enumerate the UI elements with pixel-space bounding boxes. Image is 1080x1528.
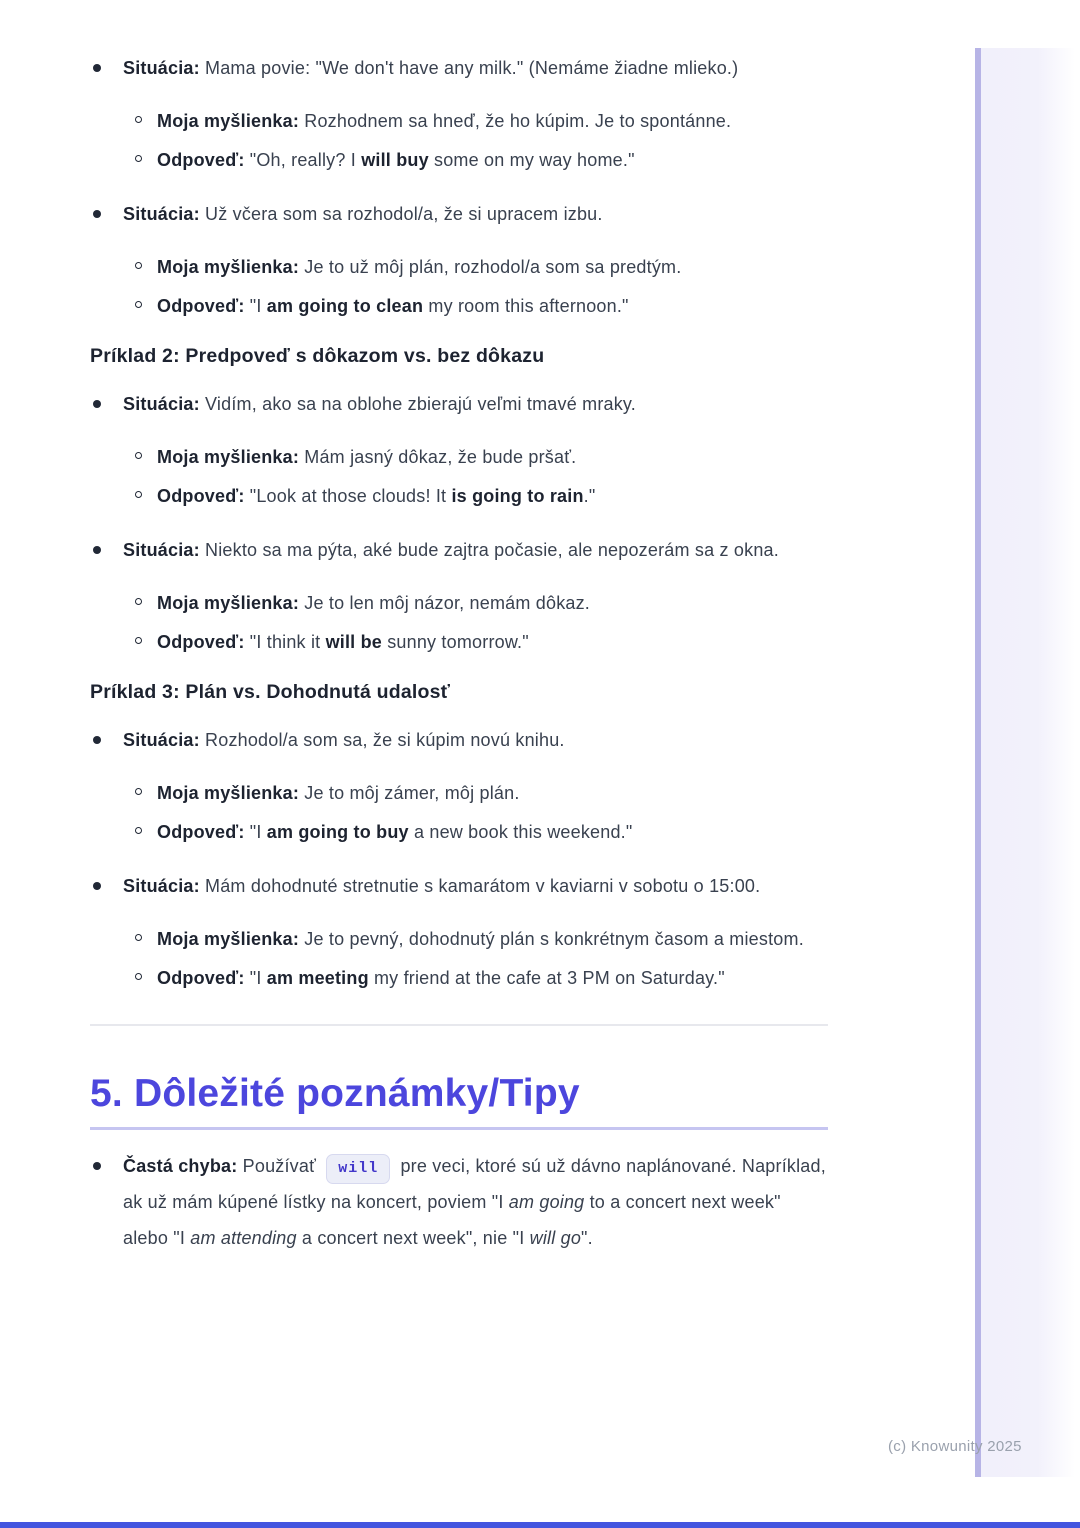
bold-text-run: Odpoveď: <box>157 296 245 316</box>
bold-text-run: am going to clean <box>266 296 424 316</box>
list-item <box>90 532 828 660</box>
bold-text-run: Situácia: <box>123 58 200 78</box>
list-item <box>90 868 828 996</box>
sub-list-item <box>123 960 828 996</box>
bold-text-run: is going to rain <box>451 486 584 506</box>
bold-text-run: am going to buy <box>266 822 409 842</box>
sub-list-item <box>123 775 828 811</box>
bold-text-run: Moja myšlienka: <box>157 593 300 613</box>
text-run: Mama povie: "We don't have any milk." (Nemáme žiadne mlieko.) <box>199 58 739 78</box>
sub-list-item <box>123 142 828 178</box>
bullet-list <box>90 722 828 996</box>
bold-text-run: Situácia: <box>123 394 200 414</box>
sub-list-item <box>123 921 828 957</box>
list-item <box>90 1148 828 1256</box>
bold-text-run: Situácia: <box>123 204 200 224</box>
list-item-text <box>123 532 828 568</box>
text-run: Rozhodol/a som sa, že si kúpim novú knihu. <box>199 730 565 750</box>
sub-list-item <box>123 624 828 660</box>
bold-text-run: Odpoveď: <box>157 822 245 842</box>
text-run: Používať <box>237 1156 322 1176</box>
text-run: "Look at those clouds! It <box>244 486 452 506</box>
text-run: ". <box>581 1228 593 1248</box>
example-heading: Príklad 3: Plán vs. Dohodnutá udalosť <box>90 681 451 703</box>
section-divider <box>90 1024 828 1026</box>
bold-text-run: Moja myšlienka: <box>157 257 300 277</box>
text-run: "I <box>244 822 267 842</box>
text-run: my friend at the cafe at 3 PM on Saturday." <box>368 968 725 988</box>
sub-bullet-list <box>123 103 828 178</box>
list-item-text <box>123 722 828 758</box>
list-item-text <box>123 868 828 904</box>
text-run: pre veci, ktoré sú už dávno naplánované. Napríklad, ak už mám kúpené lístky na koncert, poviem "I <box>123 1156 826 1212</box>
bold-text-run: am meeting <box>266 968 369 988</box>
list-item <box>90 50 828 178</box>
sub-list-item <box>123 439 828 475</box>
list-item-text <box>123 386 828 422</box>
bullet-list <box>90 50 828 324</box>
bold-text-run: Odpoveď: <box>157 968 245 988</box>
bold-text-run: Moja myšlienka: <box>157 447 300 467</box>
sub-bullet-list <box>123 249 828 324</box>
bullet-list <box>90 386 828 660</box>
bold-text-run: Častá chyba: <box>123 1156 238 1176</box>
list-item <box>90 386 828 514</box>
bold-text-run: Moja myšlienka: <box>157 929 300 949</box>
sub-list-item <box>123 478 828 514</box>
text-run: my room this afternoon." <box>423 296 629 316</box>
text-run: Mám jasný dôkaz, že bude pršať. <box>299 447 577 467</box>
list-item <box>90 196 828 324</box>
text-run: Vidím, ako sa na oblohe zbierajú veľmi tmavé mraky. <box>199 394 636 414</box>
inline-code: will <box>326 1154 390 1184</box>
bold-text-run: will buy <box>361 150 429 170</box>
bold-text-run: will be <box>325 632 382 652</box>
text-run: a concert next week", nie "I <box>296 1228 530 1248</box>
text-run: Je to len môj názor, nemám dôkaz. <box>299 593 591 613</box>
text-run: some on my way home." <box>428 150 635 170</box>
text-run: Je to už môj plán, rozhodol/a som sa predtým. <box>299 257 682 277</box>
sub-list-item <box>123 103 828 139</box>
sub-list-item <box>123 585 828 621</box>
text-run: ." <box>583 486 596 506</box>
sub-bullet-list <box>123 585 828 660</box>
italic-text-run: will go <box>529 1228 582 1248</box>
bold-text-run: Situácia: <box>123 730 200 750</box>
sub-list-item <box>123 814 828 850</box>
sub-bullet-list <box>123 439 828 514</box>
bold-text-run: Odpoveď: <box>157 632 245 652</box>
bold-text-run: Odpoveď: <box>157 486 245 506</box>
text-run: Je to pevný, dohodnutý plán s konkrétnym časom a miestom. <box>299 929 804 949</box>
example-heading: Príklad 2: Predpoveď s dôkazom vs. bez dôkazu <box>90 345 545 367</box>
text-run: Mám dohodnuté stretnutie s kamarátom v kaviarni v sobotu o 15:00. <box>199 876 761 896</box>
text-run: "Oh, really? I <box>244 150 362 170</box>
text-run: "I <box>244 296 267 316</box>
watermark: (c) Knowunity 2025 <box>888 1438 1022 1455</box>
document-content <box>90 50 828 1274</box>
bullet-list <box>90 1148 828 1256</box>
section-heading: 5. Dôležité poznámky/Tipy <box>90 1070 828 1130</box>
text-run: Rozhodnem sa hneď, že ho kúpim. Je to spontánne. <box>299 111 732 131</box>
sub-bullet-list <box>123 921 828 996</box>
text-run: "I <box>244 968 267 988</box>
italic-text-run: am going <box>508 1192 585 1212</box>
text-run: Už včera som sa rozhodol/a, že si upracem izbu. <box>199 204 603 224</box>
list-item-text <box>123 1148 828 1256</box>
text-run: a new book this weekend." <box>408 822 633 842</box>
text-run: to a concert next week" alebo "I <box>123 1192 781 1248</box>
bold-text-run: Moja myšlienka: <box>157 783 300 803</box>
text-run: sunny tomorrow." <box>382 632 529 652</box>
italic-text-run: am attending <box>190 1228 297 1248</box>
list-item-text <box>123 50 828 86</box>
next-page-edge-strip <box>975 48 1075 1477</box>
text-run: Niekto sa ma pýta, aké bude zajtra počasie, ale nepozerám sa z okna. <box>199 540 779 560</box>
text-run: "I think it <box>244 632 326 652</box>
bold-text-run: Situácia: <box>123 876 200 896</box>
sub-bullet-list <box>123 775 828 850</box>
sub-list-item <box>123 288 828 324</box>
bold-text-run: Situácia: <box>123 540 200 560</box>
text-run: Je to môj zámer, môj plán. <box>299 783 520 803</box>
list-item <box>90 722 828 850</box>
sub-list-item <box>123 249 828 285</box>
list-item-text <box>123 196 828 232</box>
bold-text-run: Moja myšlienka: <box>157 111 300 131</box>
bottom-accent-bar <box>0 1522 1080 1528</box>
bold-text-run: Odpoveď: <box>157 150 245 170</box>
